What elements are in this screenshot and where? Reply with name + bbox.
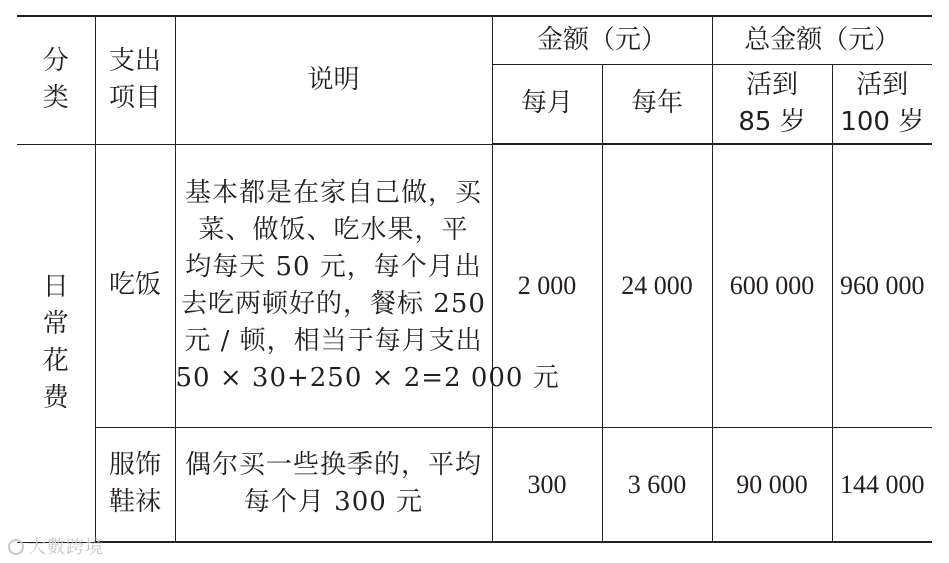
- header-age-85-line: 活到: [746, 69, 799, 100]
- header-age-100-line: 100 岁: [840, 106, 925, 137]
- age-100-cell: 144 000: [832, 427, 932, 542]
- header-amount-group: 金额（元）: [492, 16, 712, 64]
- header-monthly: 每月: [492, 64, 602, 144]
- category-char: 费: [42, 383, 69, 413]
- table-row: [17, 427, 932, 542]
- watermark: [8, 533, 104, 559]
- header-category-line: 类: [42, 83, 69, 114]
- header-category-line: 分: [42, 46, 69, 77]
- watermark-logo-icon: [8, 539, 24, 555]
- age-100-cell: 960 000: [832, 144, 932, 427]
- yearly-cell: 24 000: [602, 144, 712, 427]
- header-total-group: 总金额（元）: [712, 16, 932, 64]
- header-yearly: 每年: [602, 64, 712, 144]
- description-line: 基本都是在家自己做，买: [184, 177, 482, 208]
- category-cell: [17, 144, 95, 542]
- header-category: [17, 16, 95, 144]
- header-item: [95, 16, 175, 144]
- monthly-cell: 300: [492, 427, 602, 542]
- header-item-line: 项目: [108, 83, 161, 114]
- table-row: [17, 144, 932, 427]
- expense-table: [17, 15, 932, 543]
- header-row-top: [17, 16, 932, 64]
- age-85-cell: 600 000: [712, 144, 832, 427]
- header-age-85-line: 85 岁: [738, 106, 806, 137]
- header-description: 说明: [175, 16, 492, 144]
- category-char: 常: [42, 309, 69, 339]
- description-line: 50 × 30+250 × 2=2 000 元: [175, 362, 560, 393]
- description-line: 每个月 300 元: [243, 487, 424, 518]
- category-char: 日: [42, 272, 69, 302]
- description-line: 偶尔买一些换季的，平均: [184, 450, 482, 481]
- yearly-cell: 3 600: [602, 427, 712, 542]
- description-cell: [175, 427, 492, 542]
- watermark-text: 大數跨境: [28, 537, 104, 558]
- monthly-cell: 2 000: [492, 144, 602, 427]
- item-line: 鞋袜: [108, 487, 161, 518]
- description-line: 去吃两顿好的，餐标 250: [181, 288, 486, 319]
- header-age-100: [832, 64, 932, 144]
- header-age-85: [712, 64, 832, 144]
- category-char: 花: [42, 346, 69, 376]
- description-cell: [175, 144, 560, 427]
- header-age-100-line: 活到: [856, 69, 909, 100]
- description-line: 元 / 顿，相当于每月支出: [184, 325, 483, 356]
- item-line: 服饰: [108, 450, 161, 481]
- item-cell: 吃饭: [95, 144, 175, 427]
- description-line: 均每天 50 元，每个月出: [185, 251, 482, 282]
- header-item-line: 支出: [108, 46, 161, 77]
- age-85-cell: 90 000: [712, 427, 832, 542]
- description-line: 菜、做饭、吃水果，平: [198, 214, 469, 245]
- item-cell: [95, 427, 175, 542]
